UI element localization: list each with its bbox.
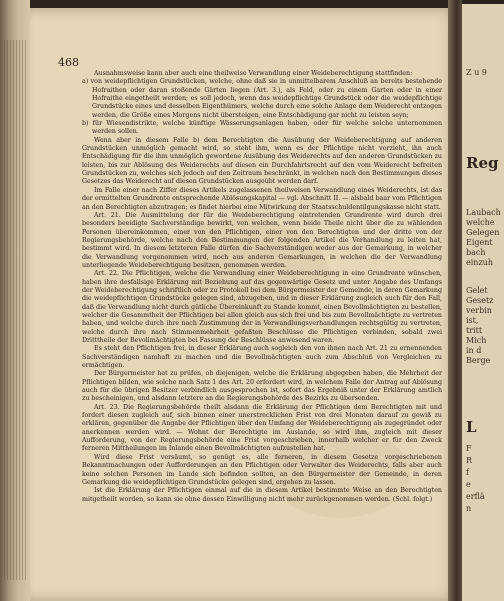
paragraph: Ausnahmsweise kann aber auch eine theilweise Verwandlung einer Weideberechtigung stattfinden:	[94, 70, 413, 77]
paragraph: Ist die Erklärung der Pflichtigen einmal auf die in diesem Artikel bestimmte Weise an den Berechtigten mitgetheilt worden, so kann sie ohne dessen Einwilligung nicht mehr zurückgenommen werden. (Schl. folgt.)	[82, 487, 442, 503]
facing-line: erflä	[466, 492, 485, 501]
paragraph: Wenn aber in diesem Falle b) dem Berechtigten die Ausübung der Weideberechtigung auf anderen Grundstücken unmöglich gemacht wird, so steht ihm, wenn es der Pflichtige nicht vorzieht, ihn auch Entschädigung für die ihm unmöglich gewordene Ausübung des Weiderechts auf den anderen Grundstücken zu leisten, bis zur Ablösung des Weiderechts auf diesen ein Durchfahrtsrecht auf den vom Weiderecht befreiten Grundstücken zu, welches sich jedoch auf den Zeitraum beschränkt, in welchen nach den Bestimmungen dieses Gesetzes das Weiderecht auf diesen Grundstücken ausgeübt werden darf.	[82, 136, 442, 186]
facing-line: bach	[466, 248, 486, 257]
paragraph: Der Bürgermeister hat zu prüfen, ob diejenigen, welche die Erklärung abgegeben haben, die Mehrheit der Pflichtigen bilden, wie solche nach Satz 1 des Art. 20 erfordert wird, in welchem Falle der Antrag auf Ablösung auch für die übrigen Besitzer verbindlich ausgesprochen ist, sofort das Ergebniß unter der Erklärung amtlich zu bescheinigen, und alsdann letztere an die Regierungsbehörde des Bezirks zu übersenden.	[82, 370, 442, 403]
facing-line: verbin	[466, 306, 492, 315]
page-edges	[4, 40, 28, 580]
facing-line: f	[466, 468, 469, 477]
paragraph: Wird diese Frist versäumt, so genügt es, alle ferneren, in diesem Gesetze vorgeschriebenen Bekanntmachungen oder Aufforderungen an den Pflichtigen oder Verwalter des Weiderechts, falls aber auch keine solchen Personen im Lande sich befinden sollten, an den Bürgermeister der Gemeinde, in deren Gemarkung die weidepflichtigen Grundstücke gelegen sind, ergehen zu lassen.	[82, 453, 442, 486]
article-21: Art. 21. Die Ausmittelung der für die Weideberechtigung eintretenden Grundrente wird durch drei besonders beeidigte Sachverständige bewirkt, von welchen, wenn beide Theile nicht über die zu wählenden Personen übereinkommen, einer von den Pflichtigen, einer von den Berechtigten und der dritte von der Regierungsbehörde, welche nach den Bestimmungen der folgenden Artikel die Verhandlung zu leiten hat, bestimmt wird. In diesem letzteren Falle dürfen die Sachverständigen weder aus der Gemarkung, in welcher die Verwandlung vorgenommen wird, noch aus anderen Gemarkungen, in welchen die der Verwandlung unterliegende Weideberechtigung besitzen, genommen werden.	[82, 211, 442, 269]
facing-line: Eigent	[466, 238, 493, 247]
facing-line: F	[466, 444, 472, 453]
book-gutter	[448, 0, 462, 601]
page-body-text	[82, 70, 442, 504]
page-number: 468	[58, 56, 79, 69]
paragraph: Es steht den Pflichtigen frei, in dieser Erklärung auch sogleich den von ihnen nach Art. 21 zu ernennenden Sachverständigen namhaft zu machen und die Bevollmächtigten auch zum Abschluß von Vergleichen zu ermächtigen.	[82, 345, 442, 370]
facing-page	[462, 4, 504, 601]
paragraph: b) für Wiesendistrikte, welche künftige Wässerungsanlagen haben, oder für welche solche unternommen werden sollen.	[82, 120, 442, 136]
facing-line: Mich	[466, 336, 487, 345]
facing-line: tritt	[466, 326, 483, 335]
facing-line: e	[466, 480, 471, 489]
facing-line: Z u 9	[466, 68, 487, 77]
facing-heading: Reg	[466, 154, 499, 172]
facing-line: Gesetz	[466, 296, 494, 305]
facing-line: L	[466, 418, 477, 436]
facing-line: n	[466, 504, 472, 513]
book-binding	[0, 0, 30, 601]
facing-line: ist,	[466, 316, 479, 325]
facing-line: welche	[466, 218, 495, 227]
article-23: Art. 23. Die Regierungsbehörde theilt alsdann die Erklärung der Pflichtigen dem Berechtigten mit und fordert diesen zugleich auf, sich binnen einer unerstrecklichen Frist von drei Monaten darauf zu gewiß zu erklären, gegenüber die Angabe der Pflichtigen über den Umfang der Weideberechtigung als zugegründet oder anerkennen werden wird. — Wohnt der Berechtigte im Auslande, so wird ihm, zugleich mit dieser Aufforderung, von der Regierungsbehörde eine Frist vorgeschrieben, innerhalb welcher er für den Zweck ferneren Mittheilungen im Inlande einen Bevollmächtigten aufzustellen hat.	[82, 403, 442, 453]
article-22: Art. 22. Die Pflichtigen, welche die Verwandlung einer Weideberechtigung in eine Grundrente wünschen, haben ihre desfallsige Erklärung mit Beziehung auf das gegenwärtige Gesetz und unter Angabe des Umfangs der Weideberechtigung schriftlich oder zu Protokoll bei dem Bürgermeister der Gemeinde, in deren Gemarkung die weidepflichtigen Grundstücke gelegen sind, abzugeben, und in dieser Erklärung zugleich auch für den Fall, daß die Verwandlung nicht durch gütliche Übereinkunft zu Stande kommt, einen Bevollmächtigten zu bestellen, welcher die Gesammtheit der Pflichtigen bei allen gleich aus sich frei und bis zum Bevollmächtigte zu vertreten haben, und welche durch ihre nach Zustimmung der in Verwandlungsverhandlungen rechtsgültig zu vertreten, welche durch ihre nach Stimmenmehrheit gefaßten Beschlüsse die Pflichtigen verbinden, sobald zwei Dritttheile der Bevollmächtigten bei Fassung der Beschlüsse anwesend waren.	[82, 270, 442, 344]
paragraph: Im Falle einer nach Ziffer dieses Artikels zugelassenen theilweisen Verwandlung eines Weiderechts, ist das der ermittelten Grundrente entsprechende Ablösungskapital — vgl. Abschnitt II. — alsbald baar vom Pflichtigen an den Berechtigten abzutragen; es findet hierbei eine Mitwirkung der Staatsschuldentilgungskasse nicht statt.	[82, 186, 442, 211]
facing-line: in d	[466, 346, 482, 355]
facing-line: Berge	[466, 356, 491, 365]
paragraph: a) von weidepflichtigen Grundstücken, welche, ohne daß sie in unmittelbarem Anschluß an bereits bestehende Hofraithen oder daran stoßende Gärten liegen (Art. 3.), als Feld, oder zu einem Garten oder in einer Hofraithe eingetheilt werden; es soll jedoch, wenn das weidepflichtige Grundstück oder die weidepflichtige Grundstücke eines und desselben Eigenthümers, welche durch eine solche Anlage dem Weiderecht entzogen werden, die Größe eines Morgens nicht übersteigen, eine Entschädigung gar nicht zu leisten seyn;	[82, 78, 442, 119]
facing-line: Gelet	[466, 286, 488, 295]
facing-line: R	[466, 456, 473, 465]
facing-line: einzuh	[466, 258, 493, 267]
facing-line: Gelegen	[466, 228, 500, 237]
facing-line: Laubach	[466, 208, 501, 217]
